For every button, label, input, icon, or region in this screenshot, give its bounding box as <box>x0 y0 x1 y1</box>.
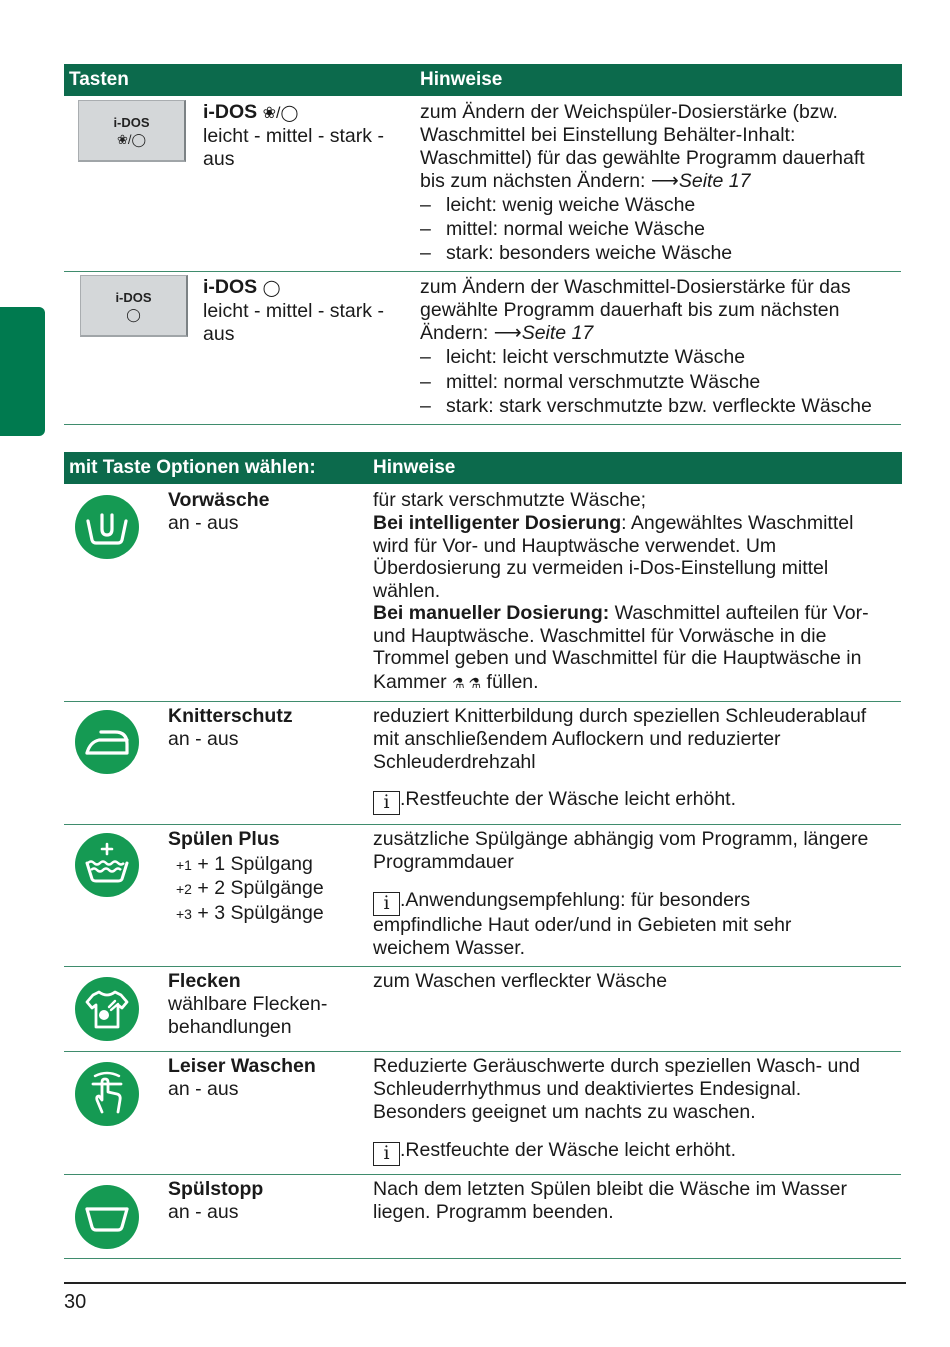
info-note: i .Restfeuchte der Wäsche leicht erhöht. <box>373 788 736 815</box>
row-subtitle: leicht - mittel - stark - <box>203 300 384 322</box>
row-title: Spülen Plus <box>168 828 280 850</box>
chapter-side-tab <box>0 307 45 436</box>
row-subtitle: an - aus <box>168 1201 239 1223</box>
table2-row-leiser-waschen <box>64 1052 901 1175</box>
page-number: 30 <box>64 1291 87 1313</box>
prewash-icon <box>75 495 139 559</box>
row-title: i-DOS <box>203 101 258 123</box>
note-line: Kammer ⚗ ⚗ füllen. <box>373 671 539 693</box>
table2-row-knitterschutz <box>64 702 901 825</box>
bullet-dash: – <box>420 194 431 216</box>
table2-row-flecken <box>64 967 901 1052</box>
table1-header-tasten: Tasten <box>69 69 129 90</box>
rinse-plus-icon <box>75 833 139 897</box>
row-subtitle: an - aus <box>168 512 239 534</box>
info-note: i .Restfeuchte der Wäsche leicht erhöht. <box>373 1139 736 1166</box>
note-line: Nach dem letzten Spülen bleibt die Wäsche im Wasser <box>373 1178 847 1200</box>
table2-row-vorwaesche <box>64 485 901 702</box>
footer-rule <box>64 1282 906 1284</box>
row-subtitle: aus <box>203 148 235 170</box>
rinse-option: +3 + 3 Spülgänge <box>176 902 324 924</box>
note-line: Programmdauer <box>373 851 514 873</box>
row-title: Spülstopp <box>168 1178 264 1200</box>
bullet-dash: – <box>420 371 431 393</box>
note-line: zum Waschen verfleckter Wäsche <box>373 970 668 992</box>
row-title: Flecken <box>168 970 241 992</box>
row-title: Leiser Waschen <box>168 1055 316 1077</box>
info-icon: i <box>373 892 400 916</box>
bullet-item: mittel: normal verschmutzte Wäsche <box>446 371 761 393</box>
note-line: für stark verschmutzte Wäsche; <box>373 489 647 511</box>
note-line: Schleuderrhythmus und deaktiviertes Endesignal. <box>373 1078 802 1100</box>
row-subtitle: aus <box>203 323 235 345</box>
table1-header-hinweise: Hinweise <box>420 69 503 90</box>
row-title: i-DOS <box>203 276 258 298</box>
table2-header-options: mit Taste Optionen wählen: <box>69 457 316 478</box>
note-line: Waschmittel) für das gewählte Programm dauerhaft <box>420 147 865 169</box>
flower-drop-icon: ❀/◯ <box>116 132 147 147</box>
info-note: i .Anwendungsempfehlung: für besonders <box>373 889 750 916</box>
note-line: zum Ändern der Weichspüler-Dosierstärke (bzw. <box>420 101 838 123</box>
note-line: gewählte Programm dauerhaft bis zum nächsten <box>420 299 840 321</box>
idos-softener-button-image <box>78 100 186 162</box>
bullet-item: mittel: normal weiche Wäsche <box>446 218 706 240</box>
table2-row-spuelstopp <box>64 1175 901 1259</box>
bullet-item: leicht: wenig weiche Wäsche <box>446 194 696 216</box>
table2-row-spuelen-plus <box>64 825 901 967</box>
arrow-right-icon: ⟶ <box>650 170 679 192</box>
row-subtitle: an - aus <box>168 728 239 750</box>
note-line: wird für Vor- und Hauptwäsche verwendet. Um <box>373 535 777 557</box>
row-subtitle: an - aus <box>168 1078 239 1100</box>
row-subtitle: behandlungen <box>168 1016 292 1038</box>
bullet-item: leicht: leicht verschmutzte Wäsche <box>446 346 746 368</box>
note-line-ref: Ändern: ⟶Seite 17 <box>420 322 594 344</box>
idos-button-label: i-DOS <box>113 115 150 130</box>
note-line: und Hauptwäsche. Waschmittel für Vorwäsche in die <box>373 625 827 647</box>
note-line: liegen. Programm beenden. <box>373 1201 614 1223</box>
bullet-item: stark: besonders weiche Wäsche <box>446 242 733 264</box>
note-line: Überdosierung zu vermeiden i-Dos-Einstellung mittel <box>373 557 829 579</box>
note-line: Trommel geben und Waschmittel für die Hauptwäsche in <box>373 647 862 669</box>
table1-row-idos-detergent <box>64 272 901 425</box>
note-line: zusätzliche Spülgänge abhängig vom Programm, längere <box>373 828 869 850</box>
page-reference: Seite 17 <box>678 170 751 192</box>
drop-icon: ◯ <box>262 280 281 297</box>
table2-header-hinweise: Hinweise <box>373 457 456 478</box>
note-line: reduziert Knitterbildung durch speziellen Schleuderablauf <box>373 705 867 727</box>
detergent-chamber-icon: ⚗ ⚗ <box>452 675 482 691</box>
idos-button-label: i-DOS <box>115 290 152 305</box>
rinse-plus-2-icon: +2 <box>176 881 192 897</box>
note-line: mit anschließendem Auflockern und reduzierter <box>373 728 781 750</box>
note-line: zum Ändern der Waschmittel-Dosierstärke für das <box>420 276 851 298</box>
rinse-option: +1 + 1 Spülgang <box>176 853 313 875</box>
drop-icon: ◯ <box>126 307 141 322</box>
note-line: wählen. <box>373 580 441 602</box>
note-line-ref: bis zum nächsten Ändern: ⟶Seite 17 <box>420 170 751 192</box>
note-line: Waschmittel bei Einstellung Behälter-Inhalt: <box>420 124 796 146</box>
note-line: Schleuderdrehzahl <box>373 751 536 773</box>
iron-icon <box>75 710 139 774</box>
rinse-plus-3-icon: +3 <box>176 906 192 922</box>
info-icon: i <box>373 1142 400 1166</box>
row-subtitle: leicht - mittel - stark - <box>203 125 384 147</box>
rinse-option: +2 + 2 Spülgänge <box>176 877 324 899</box>
table1-row-idos-softener <box>64 96 901 272</box>
bullet-dash: – <box>420 242 431 264</box>
arrow-right-icon: ⟶ <box>493 322 522 344</box>
note-line: Bei intelligenter Dosierung: Angewähltes Waschmittel <box>373 512 854 534</box>
table2-header <box>64 452 902 484</box>
table1-header <box>64 64 902 96</box>
note-line: Reduzierte Geräuschwerte durch speziellen Wasch- und <box>373 1055 861 1077</box>
note-line: weichem Wasser. <box>373 937 526 959</box>
row-title: Knitterschutz <box>168 705 293 727</box>
bullet-item: stark: stark verschmutzte bzw. verfleckte Wäsche <box>446 395 872 417</box>
bullet-dash: – <box>420 395 431 417</box>
note-line: Besonders geeignet um nachts zu waschen. <box>373 1101 756 1123</box>
note-line: Bei manueller Dosierung: Waschmittel aufteilen für Vor- <box>373 602 869 624</box>
bullet-dash: – <box>420 218 431 240</box>
row-subtitle: wählbare Flecken- <box>168 993 328 1015</box>
quiet-hand-icon <box>75 1062 139 1126</box>
note-line: empfindliche Haut oder/und in Gebieten mit sehr <box>373 914 792 936</box>
stain-shirt-icon <box>75 977 139 1041</box>
bullet-dash: – <box>420 346 431 368</box>
page-reference: Seite 17 <box>521 322 594 344</box>
rinse-hold-icon <box>75 1185 139 1249</box>
info-icon: i <box>373 791 400 815</box>
idos-detergent-button-image <box>80 275 188 337</box>
row-title: Vorwäsche <box>168 489 270 511</box>
rinse-plus-1-icon: +1 <box>176 857 192 873</box>
flower-drop-icon: ❀/◯ <box>262 105 299 122</box>
